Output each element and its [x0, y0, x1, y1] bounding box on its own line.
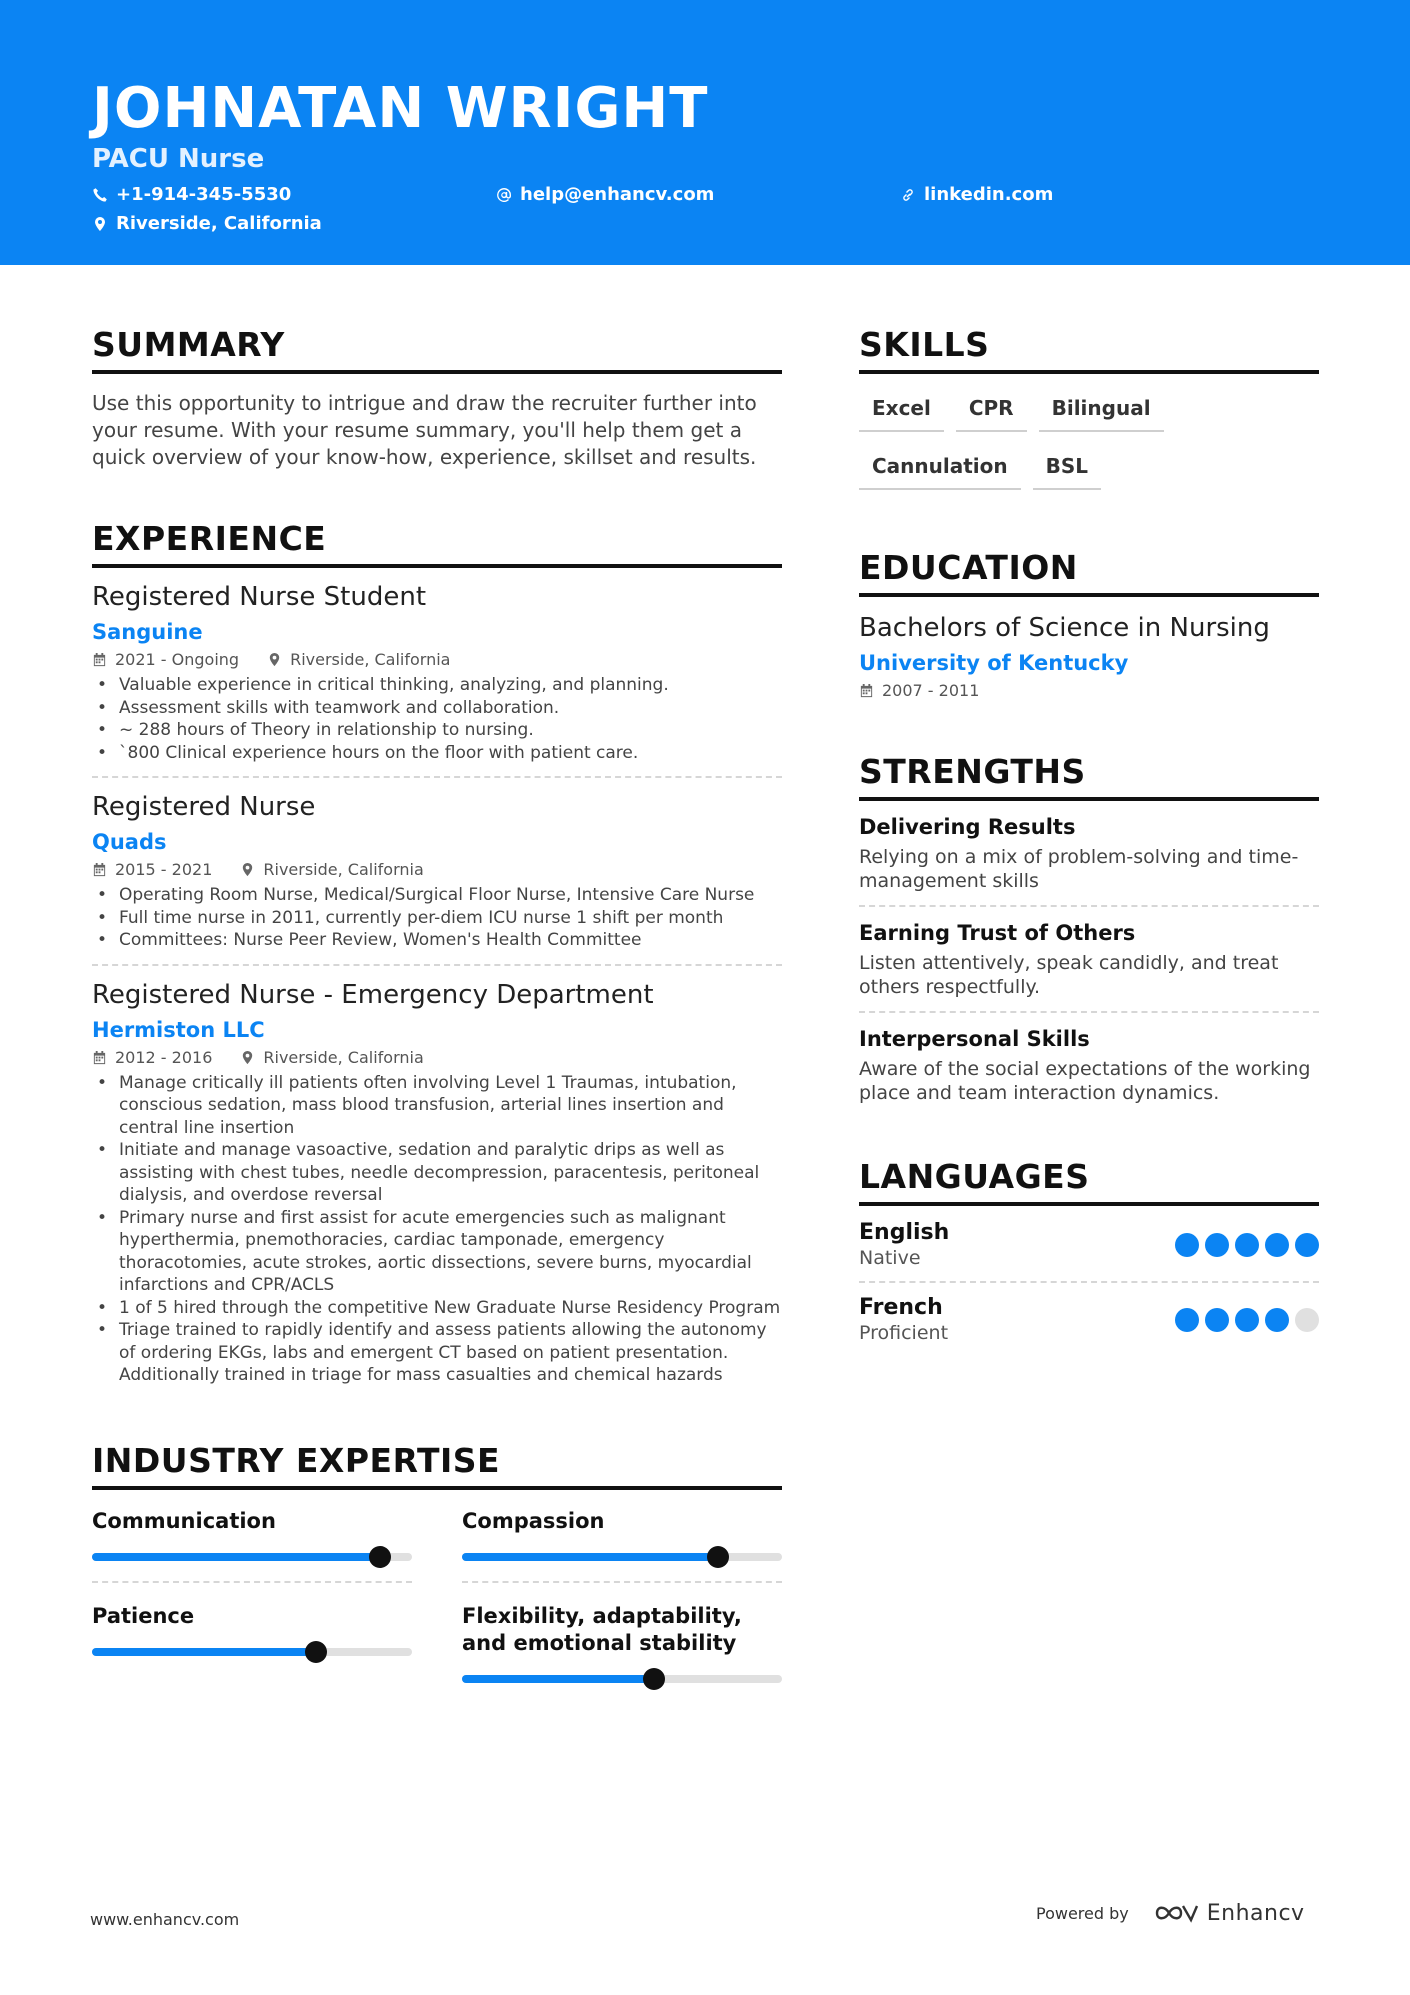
location-pin-icon [240, 862, 255, 877]
expertise-bar-knob [369, 1546, 391, 1568]
job-title: Registered Nurse Student [92, 582, 427, 612]
strength-title: Interpersonal Skills [859, 1027, 1090, 1051]
expertise-bar-knob [305, 1641, 327, 1663]
calendar-icon [859, 683, 874, 698]
skill-tag: Cannulation [859, 446, 1021, 490]
skill-tag: CPR [956, 388, 1027, 432]
expertise-bar-knob [707, 1546, 729, 1568]
language-item [859, 1295, 1319, 1356]
job-dates [92, 860, 212, 879]
linkedin-text: linkedin.com [924, 184, 1054, 205]
expertise-bar [92, 1648, 412, 1656]
job-bullet: • Assessment skills with teamwork and collaboration. [92, 697, 782, 720]
at-icon [496, 187, 512, 203]
strength-item [859, 1027, 1319, 1117]
section-title: LANGUAGES [859, 1157, 1319, 1206]
contact-location [92, 213, 322, 234]
candidate-name: JOHNATAN WRIGHT [92, 76, 709, 141]
expertise-label: Communication [92, 1508, 276, 1533]
proficiency-dot [1235, 1308, 1259, 1332]
footer-url[interactable]: www.enhancv.com [90, 1910, 240, 1929]
link-icon [900, 187, 916, 203]
job-bullet: • 1 of 5 hired through the competitive New Graduate Nurse Residency Program [92, 1297, 782, 1320]
proficiency-dot [1235, 1233, 1259, 1257]
expertise-grid [92, 1508, 782, 1723]
contact-phone[interactable] [92, 184, 291, 205]
location-pin-icon [92, 216, 108, 232]
proficiency-dots [1169, 1308, 1319, 1332]
proficiency-dots [1169, 1233, 1319, 1257]
job-bullets [92, 1072, 782, 1387]
skills-section [859, 325, 1319, 504]
language-item [859, 1220, 1319, 1283]
strength-title: Earning Trust of Others [859, 921, 1136, 945]
powered-by-text: Powered by [1036, 1903, 1129, 1923]
skill-tag: BSL [1033, 446, 1101, 490]
expertise-bar [462, 1675, 782, 1683]
summary-text: Use this opportunity to intrigue and draw the recruiter further into your resume. With your resume summary, you'll help them get a quick overview of your know-how, experience, skillset and results. [92, 391, 757, 469]
candidate-role: PACU Nurse [92, 144, 265, 174]
section-title: SKILLS [859, 325, 1319, 374]
language-info [859, 1220, 949, 1269]
job-meta [92, 860, 782, 879]
education-school: University of Kentucky [859, 651, 1129, 675]
job-company: Hermiston LLC [92, 1017, 265, 1042]
experience-section [92, 519, 782, 1399]
job-location-text: Riverside, California [290, 650, 451, 669]
brand-name: Enhancv [1206, 1900, 1305, 1926]
proficiency-dot [1295, 1308, 1319, 1332]
language-level: Proficient [859, 1322, 949, 1344]
proficiency-dot [1295, 1233, 1319, 1257]
expertise-item [462, 1603, 782, 1703]
language-info [859, 1295, 948, 1344]
job-bullets [92, 674, 782, 764]
location-pin-icon [267, 652, 282, 667]
skill-tag: Excel [859, 388, 944, 432]
job-bullet: • Primary nurse and first assist for acute emergencies such as malignant hyperthermia, pnemothoracies, cardiac tamponade, emergency thoracotomies, acute strokes, aortic dissections, severe burns, myocardial infarctions and CPR/ACLS [92, 1207, 782, 1297]
experience-entry [92, 792, 782, 966]
job-location [267, 650, 450, 669]
job-dates-text: 2021 - Ongoing [115, 650, 240, 669]
job-dates-text: 2015 - 2021 [115, 860, 213, 879]
strengths-section [859, 752, 1319, 1117]
job-title: Registered Nurse - Emergency Department [92, 979, 654, 1010]
proficiency-dot [1175, 1308, 1199, 1332]
proficiency-dot [1265, 1308, 1289, 1332]
job-list [92, 582, 782, 1399]
education-dates [859, 681, 1319, 700]
expertise-bar-fill [462, 1675, 654, 1683]
expertise-bar-fill [92, 1648, 316, 1656]
phone-icon [92, 187, 108, 203]
strength-item [859, 815, 1319, 907]
proficiency-dot [1265, 1233, 1289, 1257]
strength-desc: Listen attentively, speak candidly, and treat others respectfully. [859, 952, 1279, 998]
language-name: English [859, 1220, 950, 1245]
email-text: help@enhancv.com [520, 184, 715, 205]
job-bullet: • ~ 288 hours of Theory in relationship to nursing. [92, 719, 782, 742]
job-meta [92, 1048, 782, 1067]
skills-list [859, 388, 1319, 504]
proficiency-dot [1175, 1233, 1199, 1257]
expertise-bar-fill [92, 1553, 380, 1561]
section-title: EDUCATION [859, 548, 1319, 597]
resume-header [0, 0, 1410, 265]
job-bullet: • Initiate and manage vasoactive, sedation and paralytic drips as well as assisting with chest tubes, needle decompression, paracentesis, peritoneal dialysis, and overdose reversal [92, 1139, 782, 1207]
section-title: EXPERIENCE [92, 519, 782, 568]
job-location [240, 1048, 423, 1067]
expertise-item [462, 1508, 782, 1583]
expertise-label: Compassion [462, 1508, 605, 1533]
job-company: Sanguine [92, 620, 203, 644]
section-title: STRENGTHS [859, 752, 1319, 801]
industry-expertise-section [92, 1441, 782, 1723]
calendar-icon [92, 1050, 107, 1065]
job-location-text: Riverside, California [263, 860, 424, 879]
skill-tag: Bilingual [1039, 388, 1164, 432]
job-meta [92, 650, 782, 669]
expertise-bar-fill [462, 1553, 718, 1561]
contact-linkedin[interactable] [900, 184, 1053, 205]
education-section [859, 548, 1319, 700]
right-column [859, 325, 1319, 1368]
strength-desc: Relying on a mix of problem-solving and time-management skills [859, 846, 1299, 892]
phone-text: +1-914-345-5530 [116, 184, 292, 205]
enhancv-logo-icon [1153, 1900, 1199, 1926]
expertise-label: Patience [92, 1603, 195, 1628]
expertise-bar [462, 1553, 782, 1561]
contact-email[interactable] [496, 184, 714, 205]
job-dates [92, 650, 239, 669]
education-dates-text: 2007 - 2011 [882, 681, 980, 700]
expertise-bar [92, 1553, 412, 1561]
summary-section [92, 325, 782, 471]
calendar-icon [92, 652, 107, 667]
job-bullet: • Full time nurse in 2011, currently per-diem ICU nurse 1 shift per month [92, 907, 782, 930]
language-level: Native [859, 1247, 921, 1269]
languages-list [859, 1220, 1319, 1356]
job-bullet: • Triage trained to rapidly identify and assess patients allowing the autonomy of ordering EKGs, labs and emergent CT based on patient presentation. Additionally trained in triage for mass casualties and chemical hazards [92, 1319, 782, 1387]
job-bullets [92, 884, 782, 952]
strength-title: Delivering Results [859, 815, 1076, 839]
experience-entry [92, 582, 782, 778]
expertise-item [92, 1508, 412, 1583]
strength-item [859, 921, 1319, 1013]
location-text: Riverside, California [116, 213, 322, 234]
proficiency-dot [1205, 1233, 1229, 1257]
expertise-item [92, 1603, 412, 1703]
language-name: French [859, 1295, 943, 1320]
strength-desc: Aware of the social expectations of the working place and team interaction dynamics. [859, 1058, 1311, 1104]
experience-entry [92, 980, 782, 1399]
job-location-text: Riverside, California [263, 1047, 424, 1067]
languages-section [859, 1157, 1319, 1356]
job-dates [92, 1048, 212, 1067]
footer-brand[interactable] [1036, 1900, 1305, 1926]
job-location [240, 860, 423, 879]
job-bullet: • Operating Room Nurse, Medical/Surgical Floor Nurse, Intensive Care Nurse [92, 884, 782, 907]
education-degree: Bachelors of Science in Nursing [859, 613, 1270, 643]
job-bullet: • Committees: Nurse Peer Review, Women's Health Committee [92, 929, 782, 952]
expertise-label: Flexibility, adaptability, and emotional stability [462, 1603, 742, 1655]
left-column [92, 325, 782, 1723]
job-bullet: • Valuable experience in critical thinking, analyzing, and planning. [92, 674, 782, 697]
job-company: Quads [92, 830, 167, 854]
expertise-bar-knob [643, 1668, 665, 1690]
section-title: SUMMARY [92, 325, 782, 374]
location-pin-icon [240, 1050, 255, 1065]
job-title: Registered Nurse [92, 792, 316, 822]
job-bullet: • `800 Clinical experience hours on the floor with patient care. [92, 742, 782, 765]
calendar-icon [92, 862, 107, 877]
proficiency-dot [1205, 1308, 1229, 1332]
section-title: INDUSTRY EXPERTISE [92, 1441, 782, 1490]
job-bullet: • Manage critically ill patients often involving Level 1 Traumas, intubation, conscious sedation, mass blood transfusion, arterial lines insertion and central line insertion [92, 1072, 782, 1140]
job-dates-text: 2012 - 2016 [115, 1047, 213, 1067]
strengths-list [859, 815, 1319, 1117]
